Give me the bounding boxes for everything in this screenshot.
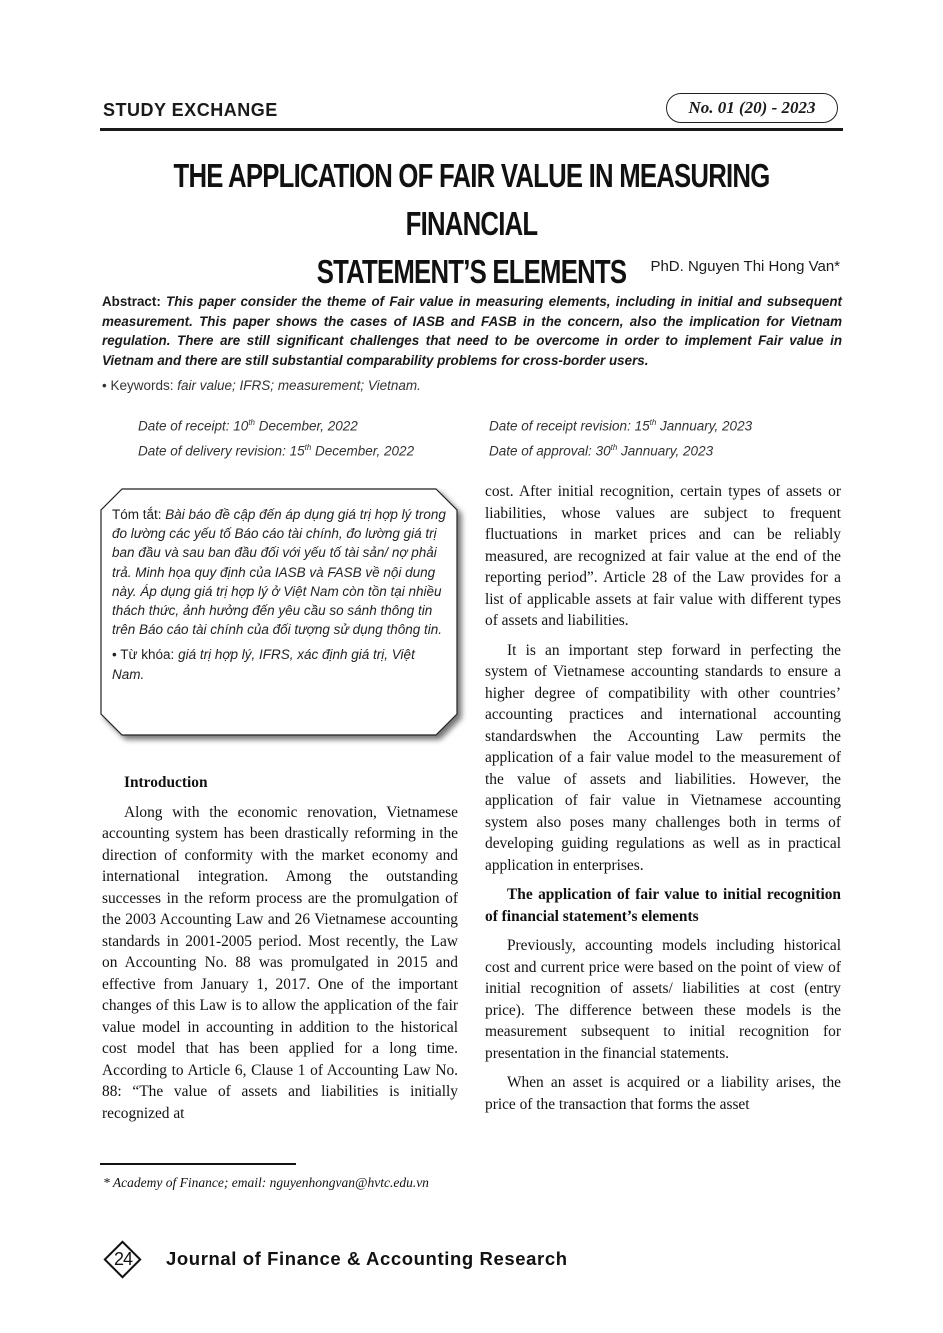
section-label: STUDY EXCHANGE	[103, 100, 278, 120]
date-sup: th	[649, 418, 657, 427]
abstract	[102, 292, 842, 370]
summary-keywords	[112, 645, 448, 683]
issue-badge: No. 01 (20) - 2023	[666, 93, 838, 123]
abstract-label: Abstract:	[102, 294, 161, 309]
summary-keywords-label: • Từ khóa:	[112, 647, 175, 663]
date-label: Date of approval: 30	[489, 443, 611, 459]
date-value: Jannuary, 2023	[656, 418, 753, 434]
date-receipt	[138, 418, 358, 434]
body-paragraph: It is an important step forward in perfecting the system of Vietnamese accounting standards to ensure a higher degree of compatibility with other countries’ accounting practices and international accounting standardswhen the Accounting Law permits the application of a fair value model to the measurement of the value of assets and liabilities. However, the application of fair value in Vietnamese accounting system also poses many challenges both in terms of developing guiding regulations as well as in practical application in enterprises.	[485, 641, 841, 874]
body-paragraph: cost. After initial recognition, certain types of assets or liabilities, whose values are subject to frequent fluctuations in market prices and can be reliably measured, are recognized at fair value at the end of the reporting period”. Article 28 of the Law provides for a list of applicable assets at fair value with different types of assets and liabilities.	[485, 483, 841, 629]
keywords	[102, 378, 421, 393]
header-rule	[100, 128, 843, 131]
title-line-1: THE APPLICATION OF FAIR VALUE IN MEASURING FINANCIAL	[173, 157, 770, 242]
date-value: Jannuary, 2023	[617, 443, 714, 459]
page-number-badge	[103, 1240, 143, 1280]
summary-paragraph	[112, 505, 448, 639]
date-value: December, 2022	[311, 443, 415, 459]
abstract-text: This paper consider the theme of Fair value in measuring elements, including in initial and subsequent measurement. This paper shows the cases of IASB and FASB in the concern, also the implication for Vietnam regulation. There are still significant challenges that need to be overcome in order to implement Fair value in Vietnam and there are still substantial comparability problems for cross-border users.	[102, 294, 842, 368]
body-paragraph: Previously, accounting models including historical cost and current price were based on the point of view of initial recognition of assets/ liabilities at cost (entry price). The difference between these models is the measurement subsequent to initial recognition for presentation in the financial statements.	[485, 937, 841, 1062]
date-receipt-revision	[489, 418, 752, 434]
date-sup: th	[610, 443, 618, 452]
footnote: * Academy of Finance; email: nguyenhongvan@hvtc.edu.vn	[103, 1175, 429, 1190]
summary-text	[112, 505, 448, 690]
left-column	[102, 772, 458, 1124]
author: PhD. Nguyen Thi Hong Van*	[650, 258, 840, 275]
keywords-text: fair value; IFRS; measurement; Vietnam.	[177, 378, 421, 393]
date-sup: th	[248, 418, 255, 427]
date-value: December, 2022	[255, 418, 358, 434]
page-number: 24	[113, 1249, 133, 1269]
date-approval	[489, 443, 713, 459]
journal-name: Journal of Finance & Accounting Research	[166, 1248, 568, 1269]
body-paragraph: Along with the economic renovation, Vietnamese accounting system has been drastically reforming in the direction of conformity with the market economy and international integration. Among the outstanding successes in the reform process are the promulgation of the 2003 Accounting Law and 26 Vietnamese accounting standards in 2001-2005 period. Most recently, the Law on Accounting No. 88 was promulgated in 2015 and effective from January 1, 2017. One of the important changes of this Law is to allow the application of the fair value model in accounting in addition to the historical cost model that has been applied for a long time. According to Article 6, Clause 1 of Accounting Law No. 88: “The value of assets and liabilities is initially recognized at	[102, 803, 458, 1122]
right-column	[485, 481, 841, 1115]
summary-label: Tóm tắt:	[112, 507, 162, 522]
date-sup: th	[304, 443, 312, 452]
section-heading: The application of fair value to initial recognition of financial statement’s elements	[485, 886, 841, 925]
body-paragraph: When an asset is acquired or a liability arises, the price of the transaction that forms the asset	[485, 1074, 841, 1113]
title-line-2: STATEMENT’S ELEMENTS	[316, 253, 627, 290]
summary-keywords-text: giá trị hợp lý, IFRS, xác định giá trị, Việt Nam.	[112, 647, 415, 682]
date-label: Date of receipt: 10	[138, 418, 249, 434]
summary-body: Bài báo đề cập đến áp dụng giá trị hợp lý trong đo lường các yếu tố Báo cáo tài chính, đo lường giá trị ban đầu và sau ban đầu đối với yếu tố tài sản/ nợ phải trả. Minh họa quy định của IASB và FASB về nội dung này. Áp dụng giá trị hợp lý ở Việt Nam còn tồn tại nhiều thách thức, ảnh hưởng đến yêu cầu so sánh thông tin trên Báo cáo tài chính của đối tượng sử dụng thông tin.	[112, 507, 446, 638]
introduction-heading: Introduction	[124, 774, 208, 791]
vietnamese-summary-box	[100, 488, 458, 736]
date-label: Date of receipt revision: 15	[489, 418, 650, 434]
date-delivery-revision	[138, 443, 414, 459]
date-label: Date of delivery revision: 15	[138, 443, 305, 459]
footnote-rule	[100, 1163, 296, 1165]
keywords-label: • Keywords:	[102, 378, 174, 393]
